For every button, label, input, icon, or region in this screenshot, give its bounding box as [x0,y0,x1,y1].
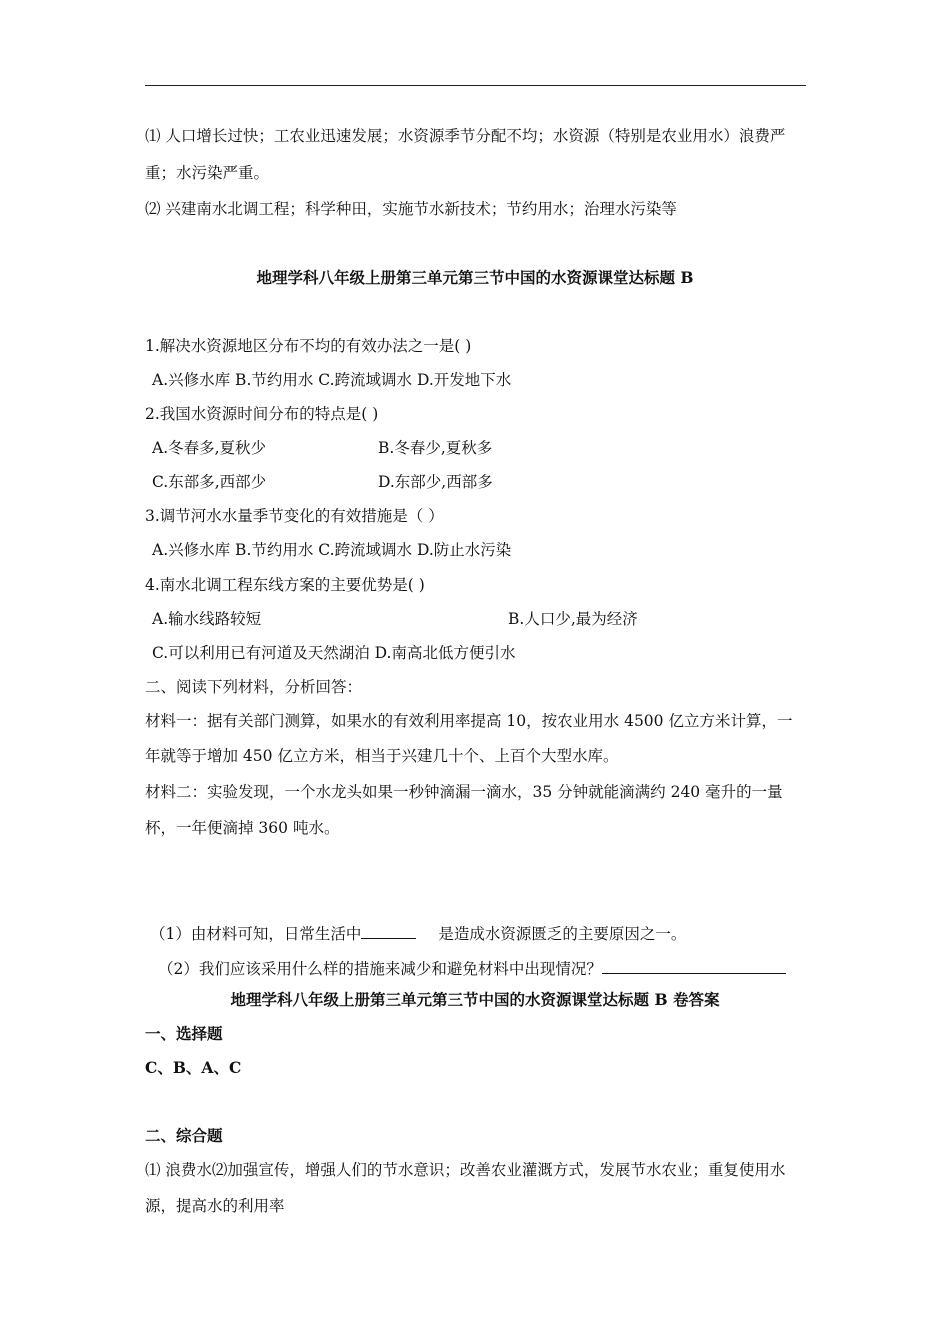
prev-answer-line-1: ⑴ 人口增长过快；工农业迅速发展；水资源季节分配不均；水资源（特别是农业用水）浪费严 [145,127,786,145]
material-1-line-2: 年就等于增加 450 亿立方米，相当于兴建几十个、上百个大型水库。 [145,747,619,765]
answer-key-title: 地理学科八年级上册第三单元第三节中国的水资源课堂达标题 B 卷答案 [230,990,720,1009]
question-2-option-d: D.东部少,西部多 [378,473,493,491]
answer-section-2-heading: 二、综合题 [145,1126,223,1145]
header-rule [145,85,806,86]
answer-section-2-line-1: ⑴ 浪费水⑵加强宣传，增强人们的节水意识；改善农业灌溉方式，发展节水农业；重复使用水 [145,1161,786,1179]
question-4-option-a: A.输水线路较短 [152,610,262,628]
sub-question-2 [158,956,786,979]
question-4-option-b: B.人口少,最为经济 [508,610,638,628]
question-4: 4.南水北调工程东线方案的主要优势是( ) [145,576,425,594]
prev-answer-line-3: ⑵ 兴建南水北调工程；科学种田，实施节水新技术；节约用水；治理水污染等 [145,200,677,218]
question-2: 2.我国水资源时间分布的特点是( ) [145,405,379,423]
answer-blank-1[interactable] [361,921,416,939]
prev-answer-line-2: 重；水污染严重。 [145,164,270,182]
material-2-line-2: 杯，一年便滴掉 360 吨水。 [145,819,340,837]
question-1-options: A.兴修水库 B.节约用水 C.跨流域调水 D.开发地下水 [152,371,512,389]
sub-question-2-text: （2）我们应该采用什么样的措施来减少和避免材料中出现情况？ [158,960,602,978]
answer-section-1-heading: 一、选择题 [145,1024,223,1043]
question-3: 3.调节河水水量季节变化的有效措施是（ ） [145,507,444,525]
reading-heading: 二、阅读下列材料，分析回答： [145,678,363,696]
answer-blank-2[interactable] [602,956,786,974]
question-2-option-c: C.东部多,西部少 [152,473,267,491]
answer-section-2-line-2: 源，提高水的利用率 [145,1197,285,1215]
material-2-line-1: 材料二：实验发现，一个水龙头如果一秒钟滴漏一滴水，35 分钟就能滴满约 240 毫升的一量 [145,783,783,801]
question-1: 1.解决水资源地区分布不均的有效办法之一是( ) [145,337,472,355]
question-2-option-a: A.冬春多,夏秋少 [152,439,267,457]
answer-section-1-answers: C、B、A、C [145,1058,242,1077]
question-3-options: A.兴修水库 B.节约用水 C.跨流域调水 D.防止水污染 [152,541,512,559]
question-4-options-cd: C.可以利用已有河道及天然湖泊 D.南高北低方便引水 [152,644,516,662]
sub-question-1-text: （1）由材料可知，日常生活中 [150,925,362,943]
sub-question-1 [150,921,686,944]
test-title: 地理学科八年级上册第三单元第三节中国的水资源课堂达标题 B [256,268,694,287]
sub-question-1-tail: 是造成水资源匮乏的主要原因之一。 [438,925,687,943]
question-2-option-b: B.冬春少,夏秋多 [378,439,493,457]
material-1-line-1: 材料一：据有关部门测算，如果水的有效利用率提高 10，按农业用水 4500 亿立方米计算，一 [145,712,793,730]
